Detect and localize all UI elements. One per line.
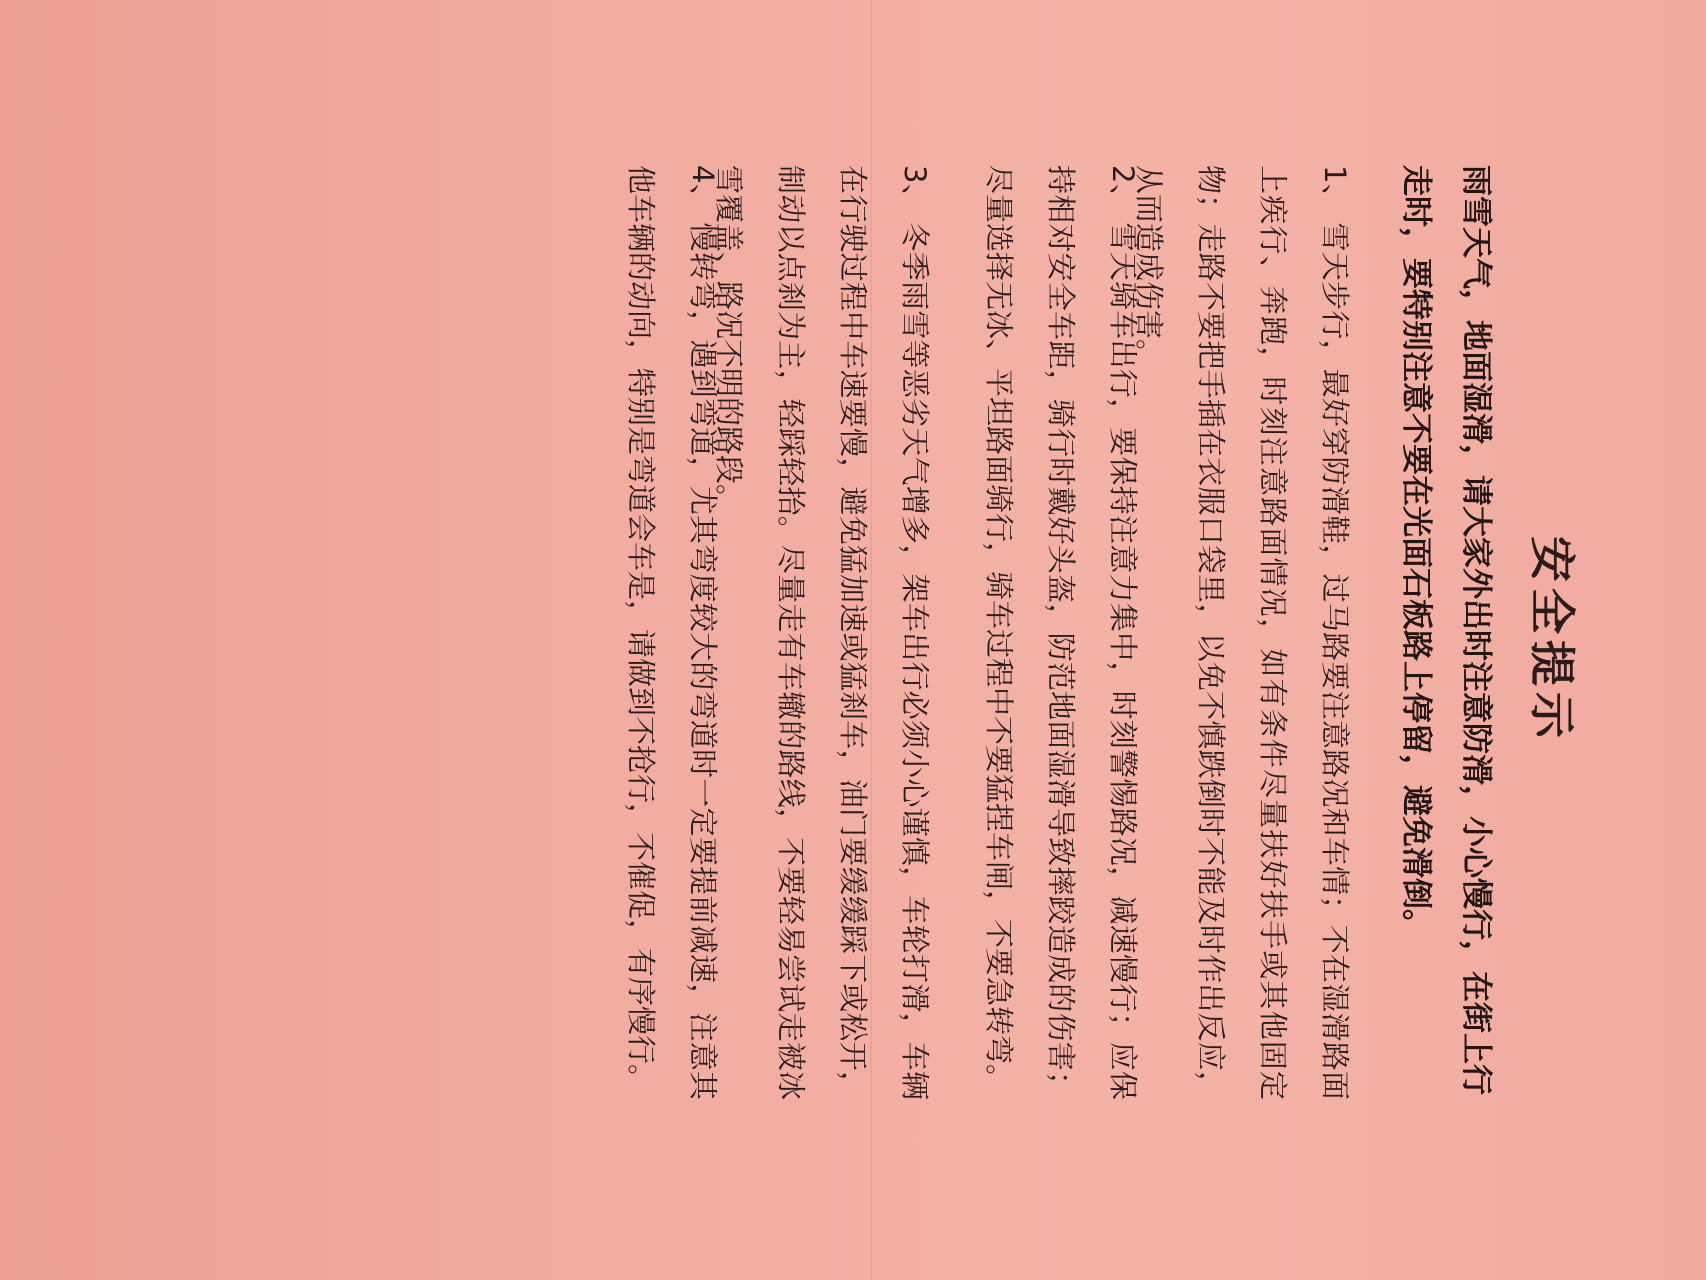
intro-paragraph: 雨雪天气，地面湿滑，请大家外出时注意防滑，小心慢行，在街上行走时，要特别注意不要在光面石板路上停留，避免滑倒。: [1398, 165, 1494, 1095]
tip-item-2: 2、 雪天骑车出行，要保持注意力集中，时刻警惕路况，减速慢行；应保持相对安全车距，骑行时戴好头盔，防范地面湿滑导致摔跤造成的伤害；尽量选择无冰、平坦路面骑行，骑车过程中不要猛捏车闸，不要急转弯。: [982, 165, 1140, 1100]
tip-item-4: 4、 慢转弯，遇到弯道，尤其弯度较大的弯道时一定要提前减速，注意其他车辆的动向，特别是弯道会车是，请做到不抢行，不催促，有序慢行。: [624, 165, 720, 1100]
tip-item-3: 3、 冬季雨雪等恶劣天气增多，架车出行必须小心谨慎，车轮打滑，车辆在行驶过程中车速要慢，避免猛加速或猛刹车，油门要缓缓踩下或松开，制动以点刹为主，轻踩轻抬。尽量走有车辙的路线，不要轻易尝试走被冰雪覆盖、路况不明的路段。: [712, 165, 932, 1100]
tip-item-1: 1、 雪天步行，最好穿防滑鞋，过马路要注意路况和车情；不在湿滑路面上疾行、奔跑，时刻注意路面情况，如有条件尽量扶好扶手或其他固定物；走路不要把手插在衣服口袋里，以免不慎跌倒时不能及时作出反应，从而造成伤害。: [1132, 165, 1352, 1100]
document-title: 安全提示: [1525, 536, 1579, 744]
